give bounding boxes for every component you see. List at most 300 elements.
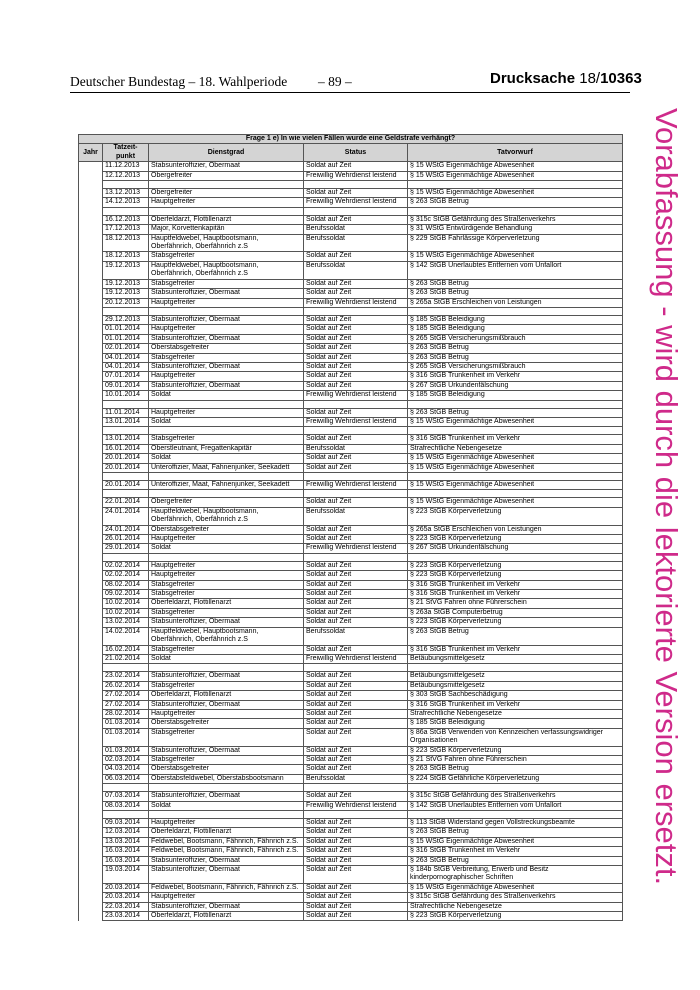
table-row xyxy=(79,289,623,298)
cell-year xyxy=(79,819,103,828)
cell-charge: § 86a StGB Verwenden von Kennzeichen verfassungswidriger Organisationen xyxy=(408,728,623,746)
document-number-value: 10363 xyxy=(600,70,642,87)
cell-status xyxy=(304,784,408,792)
cell-charge: Strafrechtliche Nebengesetze xyxy=(408,444,623,453)
cell-year xyxy=(79,746,103,755)
cell-rank: Unteroffizier, Maat, Fahnenjunker, Seekadett xyxy=(149,481,304,490)
cell-charge: § 267 StGB Urkundenfälschung xyxy=(408,381,623,390)
cell-year xyxy=(79,553,103,561)
table-row xyxy=(79,719,623,728)
cell-status xyxy=(304,811,408,819)
cell-year xyxy=(79,215,103,224)
cell-status: Soldat auf Zeit xyxy=(304,645,408,654)
cell-time: 20.01.2014 xyxy=(103,463,149,472)
table-row xyxy=(79,774,623,783)
cell-year xyxy=(79,599,103,608)
table-row xyxy=(79,902,623,911)
cell-time: 19.12.2013 xyxy=(103,279,149,288)
cell-time: 01.03.2014 xyxy=(103,728,149,746)
cell-year xyxy=(79,427,103,435)
cell-time: 06.03.2014 xyxy=(103,774,149,783)
cell-year xyxy=(79,315,103,324)
cell-year xyxy=(79,700,103,709)
cell-status: Soldat auf Zeit xyxy=(304,819,408,828)
cell-time: 01.01.2014 xyxy=(103,334,149,343)
cell-rank: Stabsgefreiter xyxy=(149,279,304,288)
cell-time: 20.03.2014 xyxy=(103,893,149,902)
cell-status: Freiwillig Wehrdienst leistend xyxy=(304,417,408,426)
cell-charge: § 224 StGB Gefährliche Körperverletzung xyxy=(408,774,623,783)
cell-charge: § 316 StGB Trunkenheit im Verkehr xyxy=(408,590,623,599)
cell-time: 22.01.2014 xyxy=(103,498,149,507)
cell-time: 02.01.2014 xyxy=(103,344,149,353)
cell-year xyxy=(79,408,103,417)
table-row xyxy=(79,728,623,746)
cell-rank: Oberfeldarzt, Flottillenarzt xyxy=(149,828,304,837)
table-row xyxy=(79,252,623,261)
cell-year xyxy=(79,627,103,645)
cell-charge xyxy=(408,664,623,672)
cell-charge: § 15 WStG Eigenmächtige Abwesenheit xyxy=(408,454,623,463)
cell-year xyxy=(79,719,103,728)
cell-status xyxy=(304,400,408,408)
cell-rank: Oberstabsfeldwebel, Oberstabsbootsmann xyxy=(149,774,304,783)
cell-rank: Hauptgefreiter xyxy=(149,198,304,207)
cell-year xyxy=(79,252,103,261)
cell-charge: § 15 WStG Eigenmächtige Abwesenheit xyxy=(408,481,623,490)
cell-rank: Stabsgefreiter xyxy=(149,608,304,617)
cell-status: Soldat auf Zeit xyxy=(304,792,408,801)
cell-status: Soldat auf Zeit xyxy=(304,580,408,589)
table-row xyxy=(79,856,623,865)
table-row xyxy=(79,344,623,353)
cell-rank: Feldwebel, Bootsmann, Fähnrich, Fähnrich z.S. xyxy=(149,847,304,856)
cell-year xyxy=(79,162,103,171)
cell-time xyxy=(103,473,149,481)
cell-time: 14.12.2013 xyxy=(103,198,149,207)
cell-time: 23.03.2014 xyxy=(103,912,149,921)
table-row xyxy=(79,261,623,279)
table-row xyxy=(79,883,623,892)
cell-rank xyxy=(149,784,304,792)
cell-status: Soldat auf Zeit xyxy=(304,700,408,709)
table-row xyxy=(79,912,623,921)
cell-status: Soldat auf Zeit xyxy=(304,571,408,580)
cell-time: 10.02.2014 xyxy=(103,599,149,608)
table-row xyxy=(79,435,623,444)
cell-charge xyxy=(408,207,623,215)
table-row xyxy=(79,498,623,507)
table-row xyxy=(79,691,623,700)
cell-time: 20.12.2013 xyxy=(103,298,149,307)
cell-charge: § 315c StGB Gefährdung des Straßenverkehrs xyxy=(408,792,623,801)
cell-rank: Stabsunteroffizier, Obermaat xyxy=(149,672,304,681)
cell-charge xyxy=(408,490,623,498)
cell-status: Soldat auf Zeit xyxy=(304,866,408,884)
cell-charge: § 21 StVG Fahren ohne Führerschein xyxy=(408,755,623,764)
cell-status: Soldat auf Zeit xyxy=(304,608,408,617)
cell-status: Freiwillig Wehrdienst leistend xyxy=(304,198,408,207)
cell-status: Soldat auf Zeit xyxy=(304,893,408,902)
cell-year xyxy=(79,435,103,444)
cell-time: 19.12.2013 xyxy=(103,289,149,298)
table-body xyxy=(79,162,623,921)
cell-rank xyxy=(149,307,304,315)
table-row xyxy=(79,362,623,371)
cell-year xyxy=(79,608,103,617)
table-row xyxy=(79,181,623,189)
cell-status xyxy=(304,490,408,498)
cell-charge: § 315c StGB Gefährdung des Straßenverkehrs xyxy=(408,215,623,224)
cell-charge: Betäubungsmittelgesetz xyxy=(408,654,623,663)
table-row xyxy=(79,784,623,792)
cell-time: 01.03.2014 xyxy=(103,746,149,755)
cell-year xyxy=(79,444,103,453)
cell-rank: Stabsgefreiter xyxy=(149,755,304,764)
cell-year xyxy=(79,544,103,553)
cell-time: 04.03.2014 xyxy=(103,765,149,774)
table-row xyxy=(79,490,623,498)
cell-status: Soldat auf Zeit xyxy=(304,755,408,764)
cell-time: 02.02.2014 xyxy=(103,571,149,580)
cell-status xyxy=(304,207,408,215)
cell-status xyxy=(304,427,408,435)
cell-year xyxy=(79,234,103,252)
cell-status: Soldat auf Zeit xyxy=(304,902,408,911)
cell-rank: Stabsunteroffizier, Obermaat xyxy=(149,334,304,343)
cell-time: 18.12.2013 xyxy=(103,252,149,261)
cell-status: Freiwillig Wehrdienst leistend xyxy=(304,544,408,553)
cell-time: 20.01.2014 xyxy=(103,454,149,463)
cell-year xyxy=(79,353,103,362)
cell-time xyxy=(103,784,149,792)
cell-status: Soldat auf Zeit xyxy=(304,561,408,570)
cell-rank: Hauptgefreiter xyxy=(149,819,304,828)
cell-year xyxy=(79,755,103,764)
cell-year xyxy=(79,801,103,810)
cell-year xyxy=(79,654,103,663)
cell-time: 20.03.2014 xyxy=(103,883,149,892)
cell-time: 17.12.2013 xyxy=(103,225,149,234)
cell-time xyxy=(103,207,149,215)
cell-time: 29.01.2014 xyxy=(103,544,149,553)
cell-rank: Oberstabsgefreiter xyxy=(149,525,304,534)
page-number: – 89 – xyxy=(318,74,352,89)
cell-status: Soldat auf Zeit xyxy=(304,162,408,171)
cell-charge: § 15 WStG Eigenmächtige Abwesenheit xyxy=(408,252,623,261)
cell-rank xyxy=(149,664,304,672)
cell-rank: Soldat xyxy=(149,654,304,663)
cell-time: 23.02.2014 xyxy=(103,672,149,681)
cell-year xyxy=(79,792,103,801)
cell-status: Soldat auf Zeit xyxy=(304,525,408,534)
cell-time: 19.12.2013 xyxy=(103,261,149,279)
table-row xyxy=(79,417,623,426)
cell-time: 12.12.2013 xyxy=(103,171,149,180)
cell-status: Berufssoldat xyxy=(304,507,408,525)
cell-year xyxy=(79,307,103,315)
cell-status: Soldat auf Zeit xyxy=(304,289,408,298)
table-row xyxy=(79,627,623,645)
cell-time: 13.12.2013 xyxy=(103,189,149,198)
table-row xyxy=(79,279,623,288)
table-row xyxy=(79,847,623,856)
cell-rank xyxy=(149,207,304,215)
cell-status: Freiwillig Wehrdienst leistend xyxy=(304,654,408,663)
cell-status: Berufssoldat xyxy=(304,225,408,234)
cell-charge: § 316 StGB Trunkenheit im Verkehr xyxy=(408,372,623,381)
cell-year xyxy=(79,664,103,672)
table-row xyxy=(79,535,623,544)
cell-year xyxy=(79,902,103,911)
cell-charge: Strafrechtliche Nebengesetze xyxy=(408,709,623,718)
cell-rank: Hauptgefreiter xyxy=(149,709,304,718)
table-row xyxy=(79,171,623,180)
cell-time: 18.12.2013 xyxy=(103,234,149,252)
cell-time: 13.02.2014 xyxy=(103,618,149,627)
table-row xyxy=(79,162,623,171)
cell-rank: Stabsunteroffizier, Obermaat xyxy=(149,856,304,865)
cell-status: Soldat auf Zeit xyxy=(304,618,408,627)
cell-time: 16.01.2014 xyxy=(103,444,149,453)
cell-charge: § 15 WStG Eigenmächtige Abwesenheit xyxy=(408,417,623,426)
cell-status: Soldat auf Zeit xyxy=(304,454,408,463)
cell-rank: Hauptfeldwebel, Hauptbootsmann, Oberfähnrich, Oberfähnrich z.S xyxy=(149,507,304,525)
cell-time xyxy=(103,553,149,561)
cell-status: Soldat auf Zeit xyxy=(304,837,408,846)
cell-charge: § 263 StGB Betrug xyxy=(408,198,623,207)
table-row xyxy=(79,473,623,481)
cell-status: Soldat auf Zeit xyxy=(304,315,408,324)
cell-status: Soldat auf Zeit xyxy=(304,463,408,472)
cell-charge xyxy=(408,473,623,481)
table-row xyxy=(79,608,623,617)
cell-rank xyxy=(149,490,304,498)
cell-rank: Hauptfeldwebel, Hauptbootsmann, Oberfähnrich, Oberfähnrich z.S xyxy=(149,627,304,645)
cell-rank: Hauptgefreiter xyxy=(149,298,304,307)
cell-rank: Stabsgefreiter xyxy=(149,590,304,599)
cell-year xyxy=(79,325,103,334)
cell-status: Soldat auf Zeit xyxy=(304,691,408,700)
cell-status: Soldat auf Zeit xyxy=(304,672,408,681)
cell-charge: § 185 StGB Beleidigung xyxy=(408,719,623,728)
cell-rank: Hauptgefreiter xyxy=(149,372,304,381)
document-number-label: Drucksache xyxy=(490,70,576,87)
cell-status: Berufssoldat xyxy=(304,444,408,453)
cell-rank: Feldwebel, Bootsmann, Fähnrich, Fähnrich z.S. xyxy=(149,837,304,846)
cell-rank xyxy=(149,427,304,435)
cell-status: Soldat auf Zeit xyxy=(304,847,408,856)
cell-time: 09.01.2014 xyxy=(103,381,149,390)
cell-rank: Stabsgefreiter xyxy=(149,252,304,261)
column-header-time: Tatzeit-punkt xyxy=(103,144,149,162)
cell-status xyxy=(304,181,408,189)
cell-time: 19.03.2014 xyxy=(103,866,149,884)
cell-time: 26.01.2014 xyxy=(103,535,149,544)
cell-status: Soldat auf Zeit xyxy=(304,681,408,690)
cell-rank: Oberstabsgefreiter xyxy=(149,344,304,353)
cell-charge: § 185 StGB Beleidigung xyxy=(408,325,623,334)
cell-charge: § 15 WStG Eigenmächtige Abwesenheit xyxy=(408,162,623,171)
cell-status: Soldat auf Zeit xyxy=(304,344,408,353)
cell-charge: § 15 WStG Eigenmächtige Abwesenheit xyxy=(408,463,623,472)
cell-charge: § 142 StGB Unerlaubtes Entfernen vom Unfallort xyxy=(408,801,623,810)
cell-rank: Obergefreiter xyxy=(149,498,304,507)
cell-year xyxy=(79,856,103,865)
cell-charge: § 315c StGB Gefährdung des Straßenverkehrs xyxy=(408,893,623,902)
table-row xyxy=(79,427,623,435)
table-row xyxy=(79,234,623,252)
cell-charge: § 263 StGB Betrug xyxy=(408,408,623,417)
cell-year xyxy=(79,561,103,570)
cell-time: 29.12.2013 xyxy=(103,315,149,324)
cell-year xyxy=(79,334,103,343)
table-row xyxy=(79,811,623,819)
cell-charge: Betäubungsmittelgesetz xyxy=(408,681,623,690)
cell-status: Freiwillig Wehrdienst leistend xyxy=(304,298,408,307)
cell-year xyxy=(79,381,103,390)
cell-charge: § 263 StGB Betrug xyxy=(408,856,623,865)
column-header-year: Jahr xyxy=(79,144,103,162)
cell-status: Soldat auf Zeit xyxy=(304,215,408,224)
table-row xyxy=(79,307,623,315)
cell-charge: § 223 StGB Körperverletzung xyxy=(408,561,623,570)
cell-year xyxy=(79,590,103,599)
cell-charge: § 15 WStG Eigenmächtige Abwesenheit xyxy=(408,837,623,846)
cell-charge: § 229 StGB Fahrlässige Körperverletzung xyxy=(408,234,623,252)
cell-charge xyxy=(408,307,623,315)
cell-rank: Stabsunteroffizier, Obermaat xyxy=(149,866,304,884)
table-row xyxy=(79,225,623,234)
cell-rank xyxy=(149,473,304,481)
cell-status: Freiwillig Wehrdienst leistend xyxy=(304,391,408,400)
table-row xyxy=(79,645,623,654)
cell-year xyxy=(79,912,103,921)
cell-year xyxy=(79,847,103,856)
cell-status xyxy=(304,473,408,481)
cell-year xyxy=(79,883,103,892)
cell-status: Soldat auf Zeit xyxy=(304,381,408,390)
cell-rank: Stabsunteroffizier, Obermaat xyxy=(149,700,304,709)
cell-rank: Hauptfeldwebel, Hauptbootsmann, Oberfähnrich, Oberfähnrich z.S xyxy=(149,261,304,279)
data-table xyxy=(78,134,623,921)
cell-charge: § 265 StGB Versicherungsmißbrauch xyxy=(408,334,623,343)
cell-time: 07.01.2014 xyxy=(103,372,149,381)
cell-time: 16.03.2014 xyxy=(103,856,149,865)
cell-year xyxy=(79,344,103,353)
cell-rank: Oberstabsgefreiter xyxy=(149,719,304,728)
column-header-charge: Tatvorwurf xyxy=(408,144,623,162)
document-number xyxy=(490,70,642,87)
cell-charge: § 223 StGB Körperverletzung xyxy=(408,746,623,755)
cell-status: Soldat auf Zeit xyxy=(304,590,408,599)
cell-rank: Soldat xyxy=(149,544,304,553)
cell-charge: § 223 StGB Körperverletzung xyxy=(408,912,623,921)
table-row xyxy=(79,819,623,828)
cell-year xyxy=(79,828,103,837)
cell-charge: § 316 StGB Trunkenheit im Verkehr xyxy=(408,435,623,444)
cell-time: 08.03.2014 xyxy=(103,801,149,810)
cell-status: Soldat auf Zeit xyxy=(304,535,408,544)
column-header-rank: Dienstgrad xyxy=(149,144,304,162)
cell-charge xyxy=(408,181,623,189)
cell-rank: Soldat xyxy=(149,417,304,426)
cell-charge: § 142 StGB Unerlaubtes Entfernen vom Unfallort xyxy=(408,261,623,279)
cell-charge: § 263 StGB Betrug xyxy=(408,353,623,362)
cell-year xyxy=(79,774,103,783)
cell-rank: Stabsunteroffizier, Obermaat xyxy=(149,289,304,298)
cell-year xyxy=(79,525,103,534)
cell-rank: Stabsunteroffizier, Obermaat xyxy=(149,902,304,911)
table-row xyxy=(79,444,623,453)
header-rule xyxy=(70,92,630,93)
cell-year xyxy=(79,709,103,718)
cell-charge: § 15 WStG Eigenmächtige Abwesenheit xyxy=(408,171,623,180)
cell-year xyxy=(79,391,103,400)
cell-rank: Stabsunteroffizier, Obermaat xyxy=(149,362,304,371)
cell-status: Soldat auf Zeit xyxy=(304,828,408,837)
cell-status: Soldat auf Zeit xyxy=(304,408,408,417)
table-row xyxy=(79,315,623,324)
cell-year xyxy=(79,463,103,472)
cell-year xyxy=(79,837,103,846)
cell-year xyxy=(79,261,103,279)
table-row xyxy=(79,590,623,599)
cell-year xyxy=(79,181,103,189)
table-row xyxy=(79,893,623,902)
cell-charge xyxy=(408,427,623,435)
cell-time xyxy=(103,427,149,435)
cell-year xyxy=(79,289,103,298)
table-row xyxy=(79,544,623,553)
cell-rank xyxy=(149,181,304,189)
cell-rank: Obergefreiter xyxy=(149,171,304,180)
cell-charge xyxy=(408,553,623,561)
cell-year xyxy=(79,893,103,902)
cell-year xyxy=(79,481,103,490)
table-row xyxy=(79,381,623,390)
cell-year xyxy=(79,298,103,307)
table-row xyxy=(79,207,623,215)
cell-rank: Hauptgefreiter xyxy=(149,325,304,334)
table-row xyxy=(79,681,623,690)
cell-time: 16.02.2014 xyxy=(103,645,149,654)
cell-charge: § 263 StGB Betrug xyxy=(408,627,623,645)
cell-rank: Stabsgefreiter xyxy=(149,435,304,444)
table-row xyxy=(79,553,623,561)
cell-time: 14.02.2014 xyxy=(103,627,149,645)
cell-rank: Stabsgefreiter xyxy=(149,353,304,362)
cell-time: 13.03.2014 xyxy=(103,837,149,846)
cell-status: Soldat auf Zeit xyxy=(304,362,408,371)
cell-time xyxy=(103,307,149,315)
cell-status: Soldat auf Zeit xyxy=(304,435,408,444)
table-row xyxy=(79,198,623,207)
table-row xyxy=(79,654,623,663)
cell-time: 21.02.2014 xyxy=(103,654,149,663)
cell-year xyxy=(79,580,103,589)
table-row xyxy=(79,400,623,408)
cell-year xyxy=(79,198,103,207)
cell-time: 13.01.2014 xyxy=(103,435,149,444)
cell-charge: § 263 StGB Betrug xyxy=(408,289,623,298)
cell-rank: Oberfeldarzt, Flottillenarzt xyxy=(149,215,304,224)
watermark: Vorabfassung - wird durch die lektorierte Version ersetzt. xyxy=(649,108,684,886)
cell-charge: § 303 StGB Sachbeschädigung xyxy=(408,691,623,700)
cell-time: 20.01.2014 xyxy=(103,481,149,490)
cell-charge: § 263 StGB Betrug xyxy=(408,828,623,837)
cell-time: 07.03.2014 xyxy=(103,792,149,801)
